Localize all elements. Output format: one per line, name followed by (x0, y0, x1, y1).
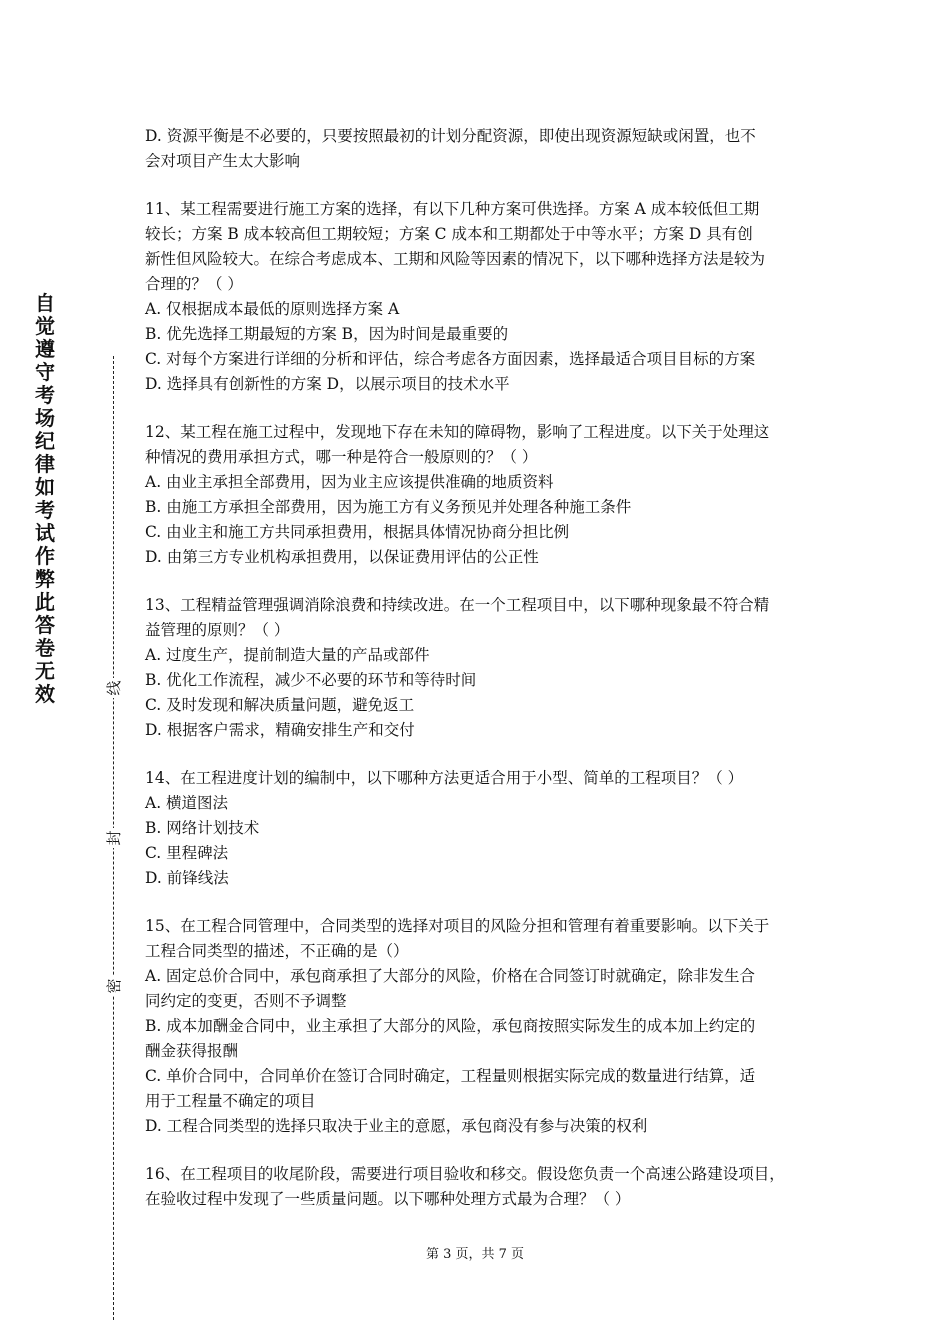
text-line: 12、某工程在施工过程中，发现地下存在未知的障碍物，影响了工程进度。以下关于处理这 (145, 423, 770, 441)
question-body (145, 124, 817, 1212)
text-line: 酬金获得报酬 (145, 1042, 239, 1060)
text-line: 11、某工程需要进行施工方案的选择，有以下几种方案可供选择。方案 A 成本较低但工期 (145, 200, 760, 218)
text-line: 15、在工程合同管理中，合同类型的选择对项目的风险分担和管理有着重要影响。以下关于 (145, 917, 770, 935)
text-line: D. 由第三方专业机构承担费用，以保证费用评估的公正性 (145, 548, 539, 566)
text-line: 较长；方案 B 成本较高但工期较短；方案 C 成本和工期都处于中等水平；方案 D 具有创 (145, 225, 753, 243)
text-line: C. 对每个方案进行详细的分析和评估，综合考虑各方面因素，选择最适合项目目标的方案 (145, 350, 756, 368)
text-line: D. 前锋线法 (145, 869, 229, 887)
text-line: 14、在工程进度计划的编制中，以下哪种方法更适合用于小型、简单的工程项目？（ ） (145, 769, 744, 787)
text-line: C. 单价合同中，合同单价在签订合同时确定，工程量则根据实际完成的数量进行结算，适 (145, 1067, 756, 1085)
paragraph-gap (145, 397, 817, 420)
binding-mark-xian: 线 (102, 678, 126, 698)
text-line: B. 优先选择工期最短的方案 B，因为时间是最重要的 (145, 325, 509, 343)
text-line: D. 选择具有创新性的方案 D，以展示项目的技术水平 (145, 375, 510, 393)
binding-mark-mi: 密 (102, 976, 126, 996)
text-line: A. 由业主承担全部费用，因为业主应该提供准确的地质资料 (145, 473, 554, 491)
text-line: 同约定的变更，否则不予调整 (145, 992, 347, 1010)
text-line: 在验收过程中发现了一些质量问题。以下哪种处理方式最为合理？（ ） (145, 1190, 631, 1208)
paragraph-gap (145, 1139, 817, 1162)
text-line: B. 优化工作流程，减少不必要的环节和等待时间 (145, 671, 477, 689)
text-line: A. 横道图法 (145, 794, 229, 812)
text-line: B. 网络计划技术 (145, 819, 260, 837)
paragraph-gap (145, 743, 817, 766)
text-line: 13、工程精益管理强调消除浪费和持续改进。在一个工程项目中，以下哪种现象最不符合精 (145, 596, 770, 614)
paragraph-gap (145, 570, 817, 593)
text-line: A. 仅根据成本最低的原则选择方案 A (145, 300, 400, 318)
text-line: C. 及时发现和解决质量问题，避免返工 (145, 696, 415, 714)
text-line: 16、在工程项目的收尾阶段，需要进行项目验收和移交。假设您负责一个高速公路建设项目， (145, 1165, 785, 1183)
paragraph-gap (145, 891, 817, 914)
text-line: 会对项目产生太大影响 (145, 152, 301, 170)
text-line: A. 固定总价合同中，承包商承担了大部分的风险，价格在合同签订时就确定，除非发生合 (145, 967, 756, 985)
binding-mark-feng: 封 (102, 828, 126, 848)
text-line: D. 根据客户需求，精确安排生产和交付 (145, 721, 415, 739)
text-line: A. 过度生产，提前制造大量的产品或部件 (145, 646, 430, 664)
text-line: 益管理的原则？（ ） (145, 621, 290, 639)
text-line: 种情况的费用承担方式，哪一种是符合一般原则的？（ ） (145, 448, 538, 466)
text-line: B. 成本加酬金合同中，业主承担了大部分的风险，承包商按照实际发生的成本加上约定的 (145, 1017, 756, 1035)
text-line: D. 资源平衡是不必要的，只要按照最初的计划分配资源，即使出现资源短缺或闲置，也不 (145, 127, 756, 145)
text-line: 工程合同类型的描述，不正确的是（） (145, 942, 409, 960)
text-line: D. 工程合同类型的选择只取决于业主的意愿，承包商没有参与决策的权利 (145, 1117, 648, 1135)
text-line: 新性但风险较大。在综合考虑成本、工期和风险等因素的情况下，以下哪种选择方法是较为 (145, 250, 766, 268)
text-line: C. 里程碑法 (145, 844, 229, 862)
paragraph-gap (145, 174, 817, 197)
exam-discipline-notice: 自觉遵守考场纪律如考试作弊此答卷无效 (35, 291, 55, 706)
text-line: 合理的？（ ） (145, 275, 243, 293)
text-line: C. 由业主和施工方共同承担费用，根据具体情况协商分担比例 (145, 523, 570, 541)
text-line: 用于工程量不确定的项目 (145, 1092, 316, 1110)
text-line: B. 由施工方承担全部费用，因为施工方有义务预见并处理各种施工条件 (145, 498, 632, 516)
page-footer: 第 3 页，共 7 页 (425, 1247, 525, 1262)
